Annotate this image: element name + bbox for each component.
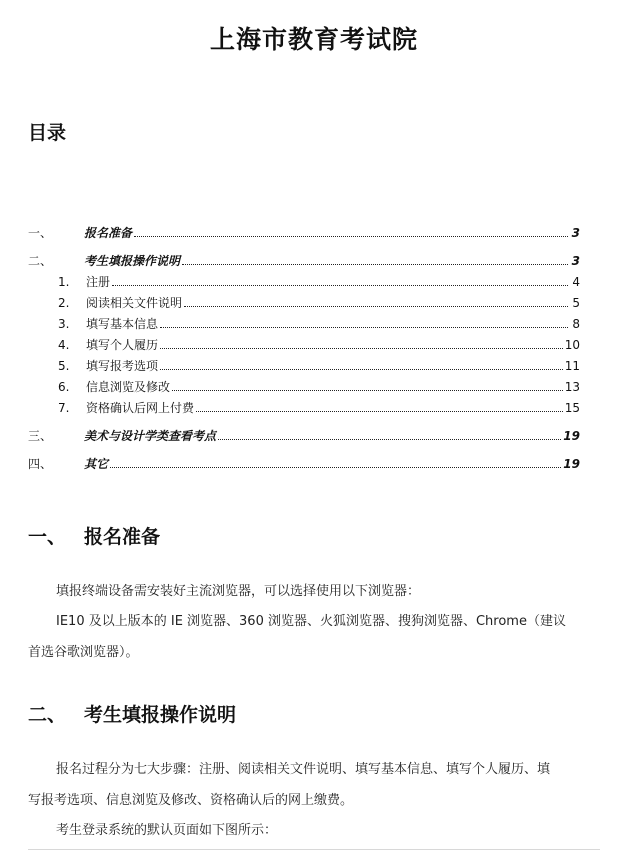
toc-entry-number: 四、	[28, 457, 53, 471]
paragraph-browser-requirement: 填报终端设备需安装好主流浏览器，可以选择使用以下浏览器：	[56, 584, 421, 599]
toc-entry-label: 填写个人履历	[86, 338, 159, 352]
toc-entry-number: 三、	[28, 429, 53, 443]
paragraph-browser-list-continued: 首选谷歌浏览器）。	[28, 645, 139, 660]
toc-entry-page: 5	[572, 296, 580, 310]
toc-entry-page: 3	[571, 254, 580, 268]
toc-entry-number: 3.	[58, 317, 70, 331]
toc-entry-page: 8	[572, 317, 580, 331]
paragraph-steps: 报名过程分为七大步骤：注册、阅读相关文件说明、填写基本信息、填写个人履历、填	[56, 762, 551, 777]
toc-entry-page: 4	[572, 275, 580, 289]
toc-entry-label: 填写基本信息	[86, 317, 159, 331]
toc-entry-label: 美术与设计学类查看考点	[84, 429, 217, 443]
toc-subentry-3[interactable]	[28, 313, 580, 331]
toc-entry-2[interactable]	[28, 250, 580, 268]
toc-subentry-1[interactable]	[28, 271, 580, 289]
toc-entry-page: 15	[564, 401, 580, 415]
section-number: 二、	[28, 704, 67, 726]
toc-entry-page: 10	[564, 338, 580, 352]
document-org-title: 上海市教育考试院	[209, 25, 418, 54]
toc-entry-label: 考生填报操作说明	[84, 254, 181, 268]
toc-leader-dots	[172, 389, 563, 391]
toc-entry-1[interactable]	[28, 222, 580, 240]
toc-entry-page: 19	[563, 457, 580, 471]
toc-entry-number: 一、	[28, 226, 53, 240]
toc-entry-label: 报名准备	[84, 226, 133, 240]
toc-entry-number: 7.	[58, 401, 70, 415]
toc-entry-label: 注册	[86, 275, 111, 289]
toc-entry-3[interactable]	[28, 425, 580, 443]
toc-subentry-5[interactable]	[28, 355, 580, 373]
toc-entry-number: 4.	[58, 338, 70, 352]
toc-entry-label: 阅读相关文件说明	[86, 296, 183, 310]
toc-entry-number: 6.	[58, 380, 70, 394]
toc-leader-dots	[182, 263, 568, 265]
toc-entry-label: 信息浏览及修改	[86, 380, 171, 394]
toc-entry-label: 资格确认后网上付费	[86, 401, 195, 415]
toc-subentry-6[interactable]	[28, 376, 580, 394]
toc-entry-page: 13	[564, 380, 580, 394]
section-number: 一、	[28, 526, 67, 548]
page-bottom-rule	[28, 849, 600, 850]
toc-subentry-2[interactable]	[28, 292, 580, 310]
toc-subentry-7[interactable]	[28, 397, 580, 415]
toc-entry-number: 2.	[58, 296, 70, 310]
toc-entry-label: 其它	[84, 457, 109, 471]
toc-leader-dots	[110, 466, 561, 468]
toc-leader-dots	[160, 347, 563, 349]
toc-leader-dots	[112, 284, 568, 286]
toc-entry-page: 19	[563, 429, 580, 443]
section-heading-preparation	[28, 522, 160, 549]
toc-subentry-4[interactable]	[28, 334, 580, 352]
section-title: 报名准备	[84, 526, 161, 548]
toc-entry-page: 3	[571, 226, 580, 240]
section-heading-instructions	[28, 700, 236, 727]
toc-entry-number: 1.	[58, 275, 70, 289]
section-title: 考生填报操作说明	[84, 704, 237, 726]
toc-entry-label: 填写报考选项	[86, 359, 159, 373]
toc-leader-dots	[196, 410, 563, 412]
paragraph-browser-list: IE10 及以上版本的 IE 浏览器、360 浏览器、火狐浏览器、搜狗浏览器、Chrome（建议	[56, 614, 566, 629]
toc-leader-dots	[184, 305, 568, 307]
toc-entry-number: 5.	[58, 359, 70, 373]
paragraph-steps-continued: 写报考选项、信息浏览及修改、资格确认后的网上缴费。	[28, 793, 354, 808]
toc-leader-dots	[160, 326, 568, 328]
toc-leader-dots	[134, 235, 568, 237]
toc-leader-dots	[160, 368, 563, 370]
toc-entry-number: 二、	[28, 254, 53, 268]
paragraph-login-page: 考生登录系统的默认页面如下图所示：	[56, 823, 278, 838]
toc-heading: 目录	[28, 122, 67, 144]
toc-entry-4[interactable]	[28, 453, 580, 471]
toc-leader-dots	[218, 438, 561, 440]
toc-entry-page: 11	[564, 359, 580, 373]
